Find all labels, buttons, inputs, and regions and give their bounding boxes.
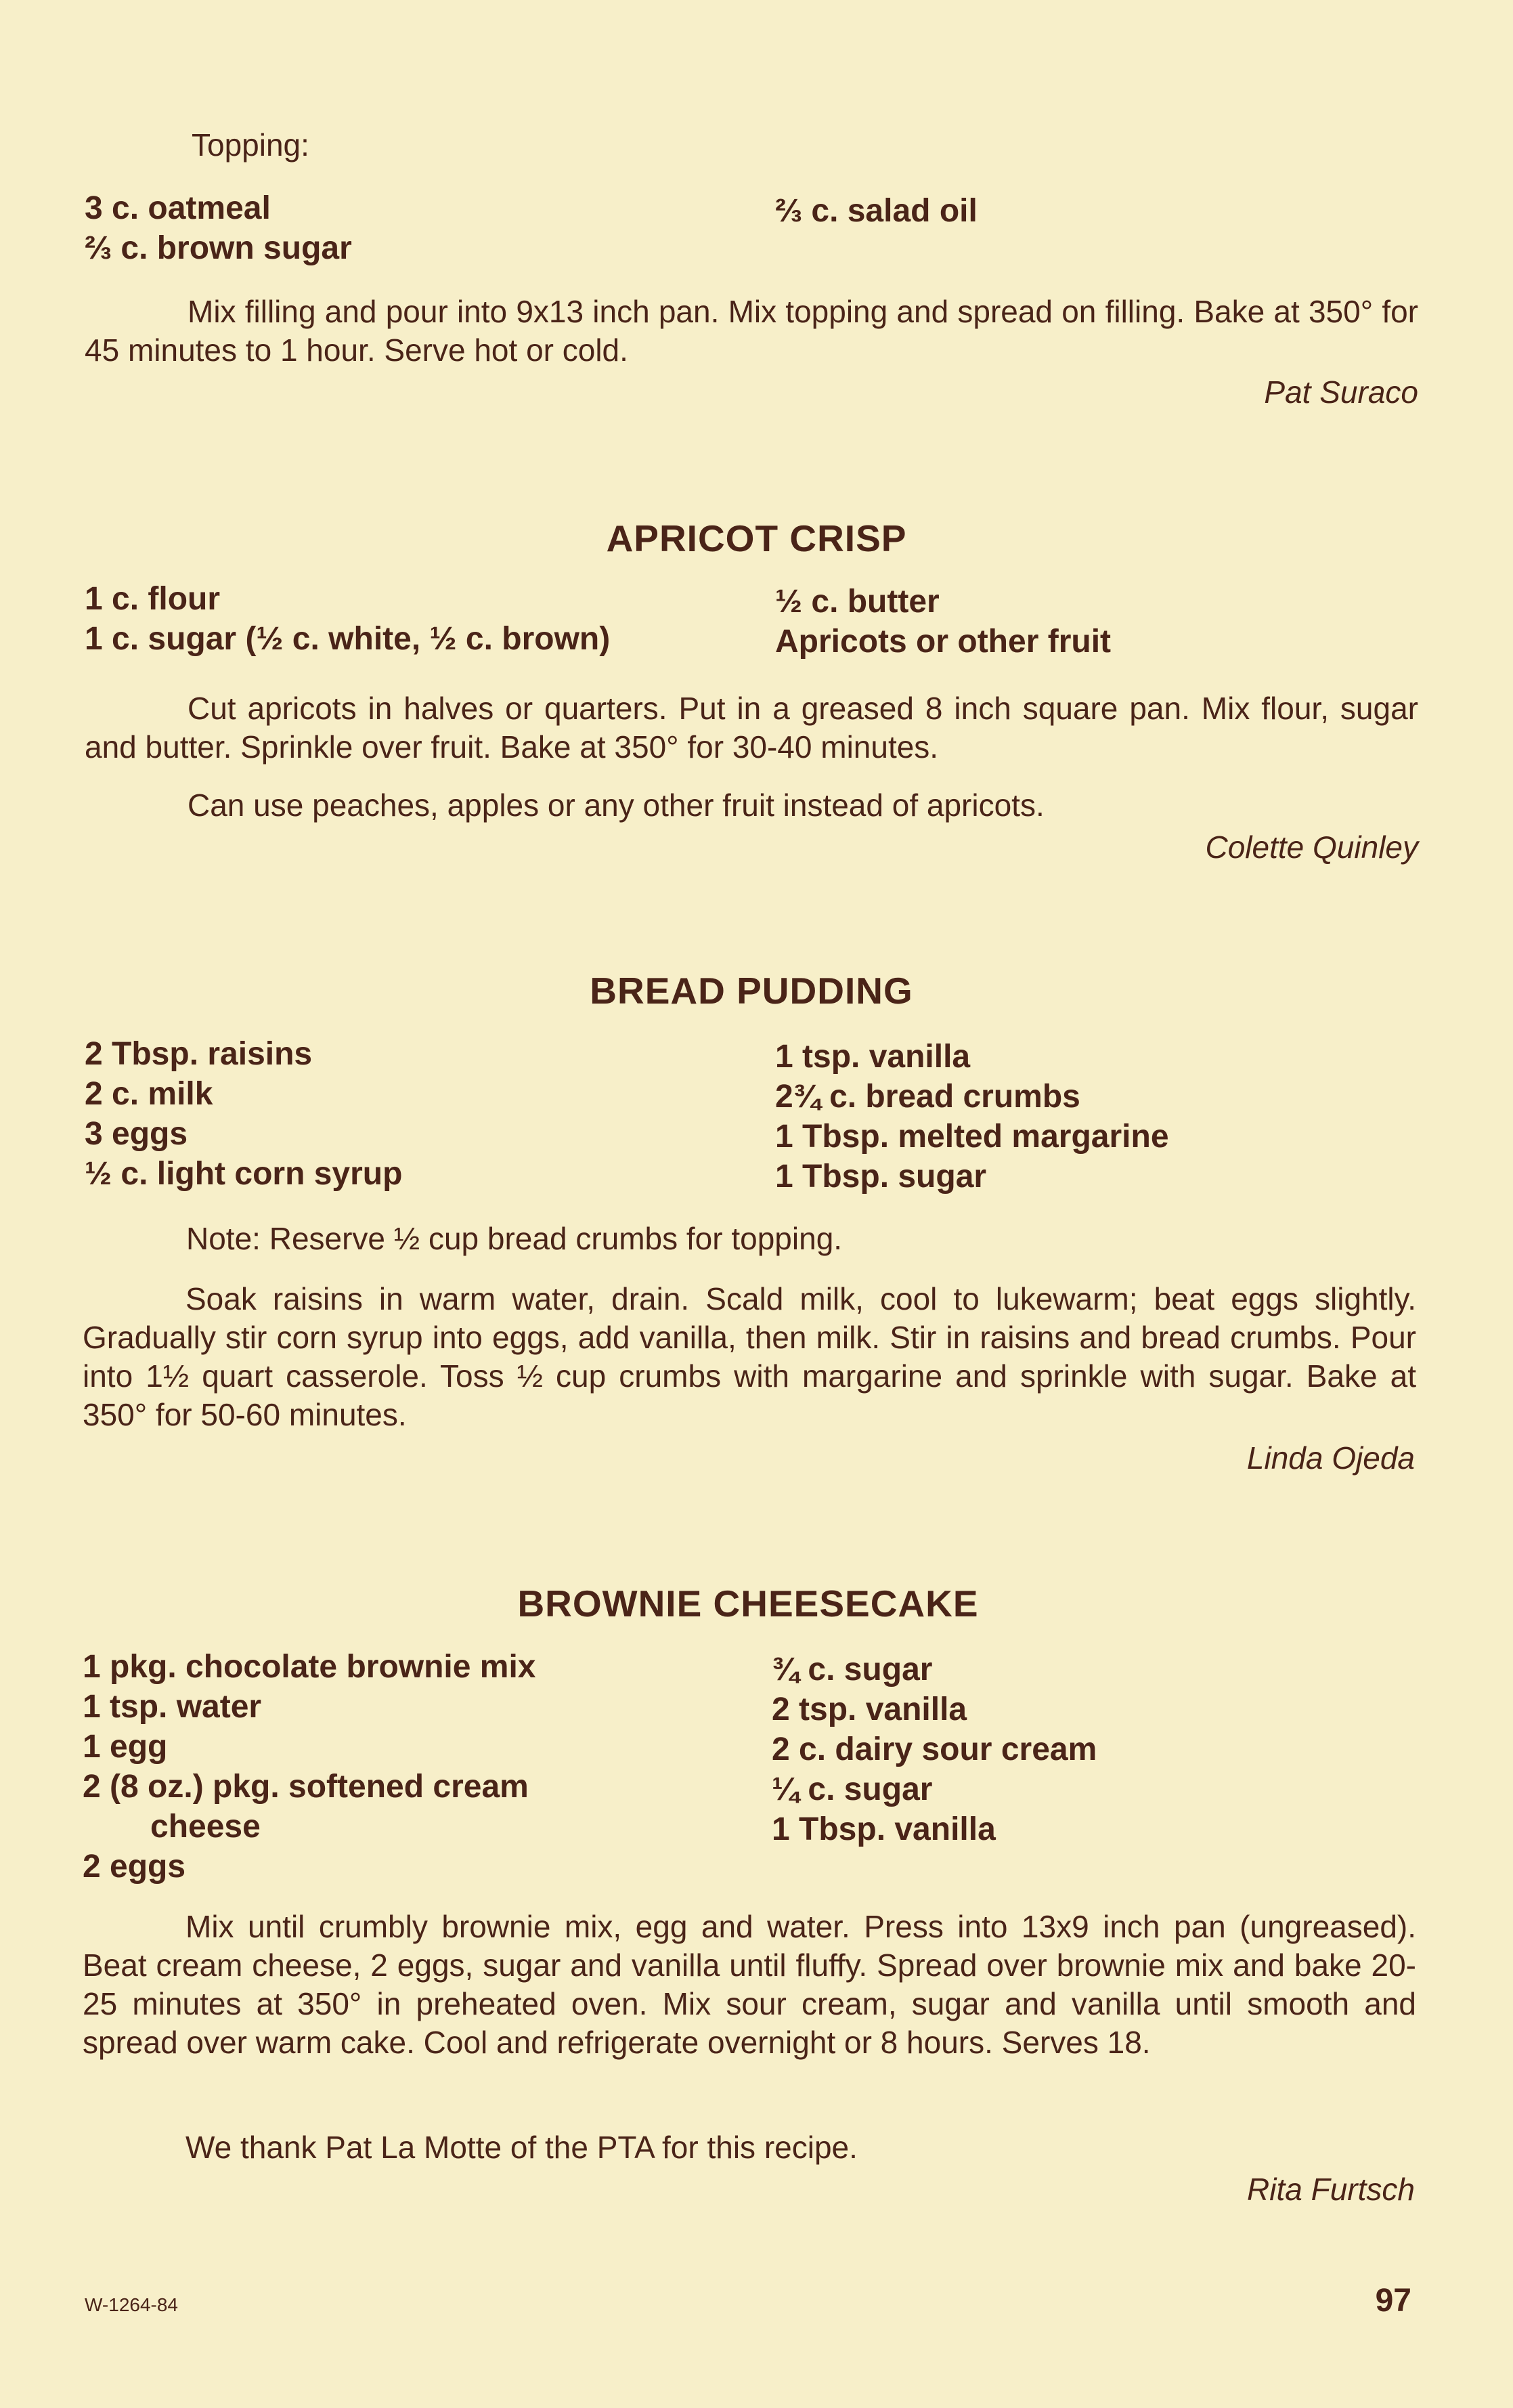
recipe-title: BROWNIE CHEESECAKE [517, 1583, 979, 1625]
apricot-directions: Cut apricots in halves or quarters. Put in a greased 8 inch square pan. Mix flour, sugar and butter. Sprinkle over fruit. Bake at 350° for 30-40 minutes. [85, 691, 1418, 765]
ingredient: ½ c. light corn syrup [85, 1156, 403, 1192]
author-signature: Rita Furtsch [1247, 2172, 1415, 2207]
ingredient: 2 eggs [83, 1849, 186, 1885]
author-signature: Linda Ojeda [1246, 1440, 1415, 1476]
ingredient: 1 c. sugar (½ c. white, ½ c. brown) [85, 621, 611, 657]
recipe-title: APRICOT CRISP [606, 517, 907, 559]
ingredient: 2 Tbsp. raisins [85, 1036, 313, 1072]
ingredient: 1 pkg. chocolate brownie mix [83, 1649, 536, 1685]
ingredient: 1 tsp. vanilla [775, 1039, 971, 1075]
ingredient: 3 c. oatmeal [85, 190, 271, 226]
ingredient: 1 Tbsp. sugar [775, 1159, 987, 1195]
apricot-ingredients-right [775, 582, 1111, 662]
ingredient: 1 Tbsp. melted margarine [775, 1119, 1169, 1155]
topping-directions: Mix filling and pour into 9x13 inch pan. Mix topping and spread on filling. Bake at 350° for 45 minutes to 1 hour. Serve hot or cold. [85, 294, 1418, 368]
ingredient: 2¾ c. bread crumbs [775, 1079, 1080, 1115]
topping-ingredients-left [85, 188, 352, 268]
ingredient: 3 eggs [85, 1116, 188, 1152]
ingredient: 1 Tbsp. vanilla [772, 1811, 996, 1847]
footer-code: W-1264-84 [85, 2294, 179, 2315]
brownie-ingredients-left [83, 1647, 536, 1887]
ingredient: 2 c. dairy sour cream [772, 1732, 1097, 1767]
ingredient: 2 (8 oz.) pkg. softened cream [83, 1769, 529, 1805]
page-number: 97 [1375, 2283, 1411, 2319]
topping-label: Topping: [192, 127, 309, 163]
topping-ingredients-right [775, 191, 978, 231]
ingredient: 1 tsp. water [83, 1689, 262, 1725]
ingredient: ¾ c. sugar [772, 1652, 933, 1687]
recipe-title: BREAD PUDDING [590, 970, 913, 1012]
ingredient: ¼ c. sugar [772, 1771, 933, 1807]
brownie-ingredients-right [772, 1650, 1097, 1849]
ingredient: 2 tsp. vanilla [772, 1692, 967, 1727]
ingredient: ⅔ c. salad oil [775, 193, 978, 229]
ingredient: 1 egg [83, 1729, 168, 1765]
ingredient: 2 c. milk [85, 1076, 213, 1112]
bread-pudding-note: Note: Reserve ½ cup bread crumbs for topping. [186, 1221, 843, 1256]
bread-pudding-ingredients-right [775, 1037, 1169, 1197]
author-signature: Colette Quinley [1205, 830, 1418, 865]
ingredient: ½ c. butter [775, 584, 940, 620]
brownie-directions: Mix until crumbly brownie mix, egg and water. Press into 13x9 inch pan (ungreased). Beat cream cheese, 2 eggs, sugar and vanilla until fluffy. Spread over brownie mix and bake 20-25 minutes at 350° in preheated oven. Mix sour cream, sugar and vanilla until smooth and spread over warm cake. Cool and refrigerate overnight or 8 hours. Serves 18. [83, 1909, 1416, 2060]
brownie-thanks: We thank Pat La Motte of the PTA for this recipe. [185, 2130, 858, 2165]
bread-pudding-ingredients-left [85, 1034, 402, 1194]
bread-pudding-directions: Soak raisins in warm water, drain. Scald milk, cool to lukewarm; beat eggs slightly. Gradually stir corn syrup into eggs, add vanilla, then milk. Stir in raisins and bread crumbs. Pour into 1½ quart casserole. Toss ½ cup crumbs with margarine and sprinkle with sugar. Bake at 350° for 50-60 minutes. [83, 1281, 1416, 1432]
ingredient: 1 c. flour [85, 581, 221, 617]
ingredient: ⅔ c. brown sugar [85, 230, 352, 266]
apricot-note: Can use peaches, apples or any other fruit instead of apricots. [188, 788, 1045, 823]
ingredient: cheese [150, 1809, 261, 1845]
author-signature: Pat Suraco [1264, 374, 1418, 410]
ingredient: Apricots or other fruit [775, 624, 1112, 660]
apricot-ingredients-left [85, 579, 610, 659]
